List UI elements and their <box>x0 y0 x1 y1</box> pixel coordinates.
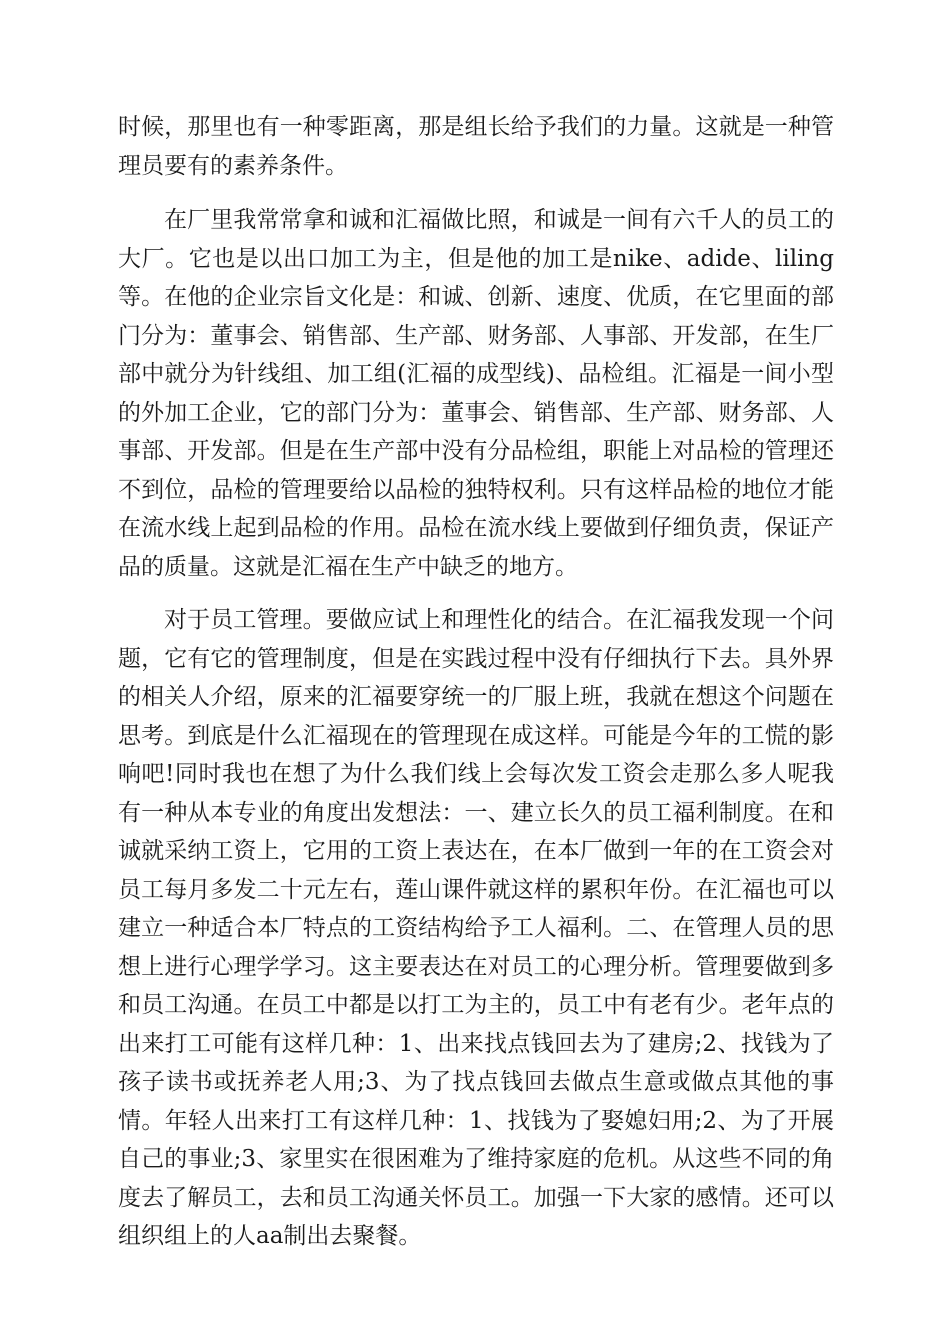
paragraph-2: 在厂里我常常拿和诚和汇福做比照，和诚是一间有六千人的员工的大厂。它也是以出口加工为主，但是他的加工是nike、adide、liling等。在他的企业宗旨文化是：和诚、创新、速度、优质，在它里面的部门分为：董事会、销售部、生产部、财务部、人事部、开发部，在生厂部中就分为针线组、加工组(汇福的成型线)、品检组。汇福是一间小型的外加工企业，它的部门分为：董事会、销售部、生产部、财务部、人事部、开发部。但是在生产部中没有分品检组，职能上对品检的管理还不到位，品检的管理要给以品检的独特权利。只有这样品检的地位才能在流水线上起到品检的作用。品检在流水线上要做到仔细负责，保证产品的质量。这就是汇福在生产中缺乏的地方。 <box>118 207 834 580</box>
paragraph-1: 时候，那里也有一种零距离，那是组长给予我们的力量。这就是一种管理员要有的素养条件。 <box>118 114 834 179</box>
paragraph-3: 对于员工管理。要做应试上和理性化的结合。在汇福我发现一个问题，它有它的管理制度，但是在实践过程中没有仔细执行下去。具外界的相关人介绍，原来的汇福要穿统一的厂服上班，我就在想这个问题在思考。到底是什么汇福现在的管理现在成这样。可能是今年的工慌的影响吧!同时我也在想了为什么我们线上会每次发工资会走那么多人呢我有一种从本专业的角度出发想法：一、建立长久的员工福利制度。在和诚就采纳工资上，它用的工资上表达在，在本厂做到一年的在工资会对员工每月多发二十元左右，莲山课件就这样的累积年份。在汇福也可以建立一种适合本厂特点的工资结构给予工人福利。二、在管理人员的思想上进行心理学学习。这主要表达在对员工的心理分析。管理要做到多和员工沟通。在员工中都是以打工为主的，员工中有老有少。老年点的出来打工可能有这样几种：1、出来找点钱回去为了建房;2、找钱为了孩子读书或抚养老人用;3、为了找点钱回去做点生意或做点其他的事情。年轻人出来打工有这样几种：1、找钱为了娶媳妇用;2、为了开展自己的事业;3、家里实在很困难为了维持家庭的危机。从这些不同的角度去了解员工，去和员工沟通关怀员工。加强一下大家的感情。还可以组织组上的人aa制出去聚餐。 <box>118 607 834 1249</box>
